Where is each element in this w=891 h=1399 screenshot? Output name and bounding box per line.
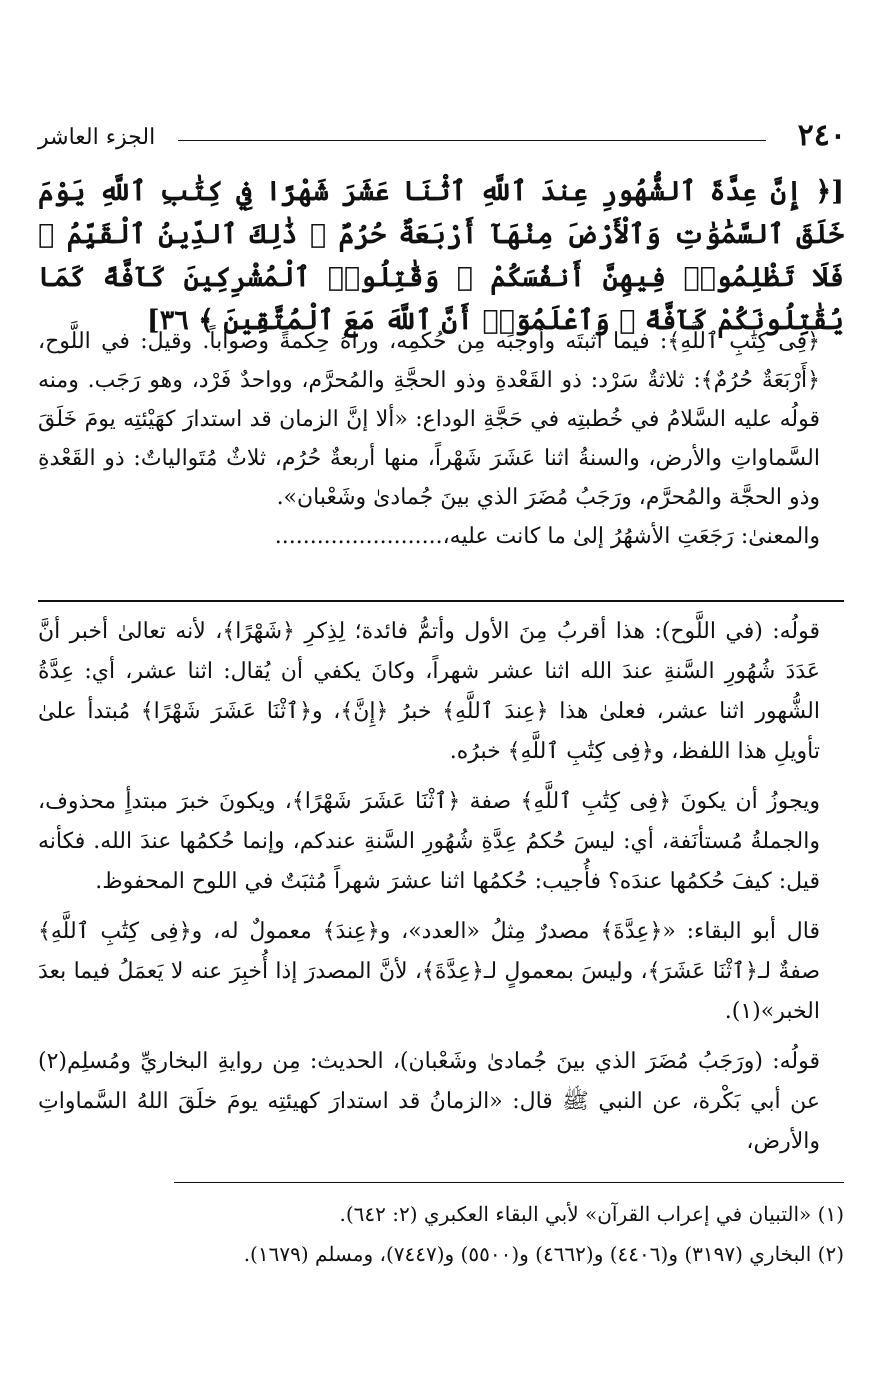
footnote-1: (١) «التبيان في إعراب القرآن» لأبي البقاء العكبري (٢: ٦٤٢).: [339, 1202, 844, 1226]
running-title: الجزء العاشر: [38, 125, 156, 150]
explanation-paragraph-2: ويجوزُ أن يكونَ ﴿فِى كِتَٰبِ ٱللَّهِ﴾ صفة ﴿ٱثْنَا عَشَرَ شَهْرًا﴾، ويكونَ خبرَ مبتدأٍ محذوف، والجملةُ مُستأنَفة، أي: ليسَ حُكمُ عِدَّةِ شُهُورِ السَّنةِ عندكم، وإنما حُكمُها عندَ الله. فكأنه قيل: كيفَ حُكمُها عندَه؟ فأُجيب: حُكمُها اثنا عشرَ شهراً مُثبَتٌ في اللوح المحفوظ.: [38, 789, 820, 894]
quran-verse: [﴿ إِنَّ عِدَّةَ ٱلشُّهُورِ عِندَ ٱللَّهِ ٱثْنَا عَشَرَ شَهْرًا فِي كِتَٰبِ ٱللَّهِ يَوْمَ خَلَقَ ٱلسَّمَٰوَٰتِ وَٱلْأَرْضَ مِنْهَآ أَرْبَعَةٌ حُرُمٌ ۚ ذَٰلِكَ ٱلدِّينُ ٱلْقَيِّمُ ۚ فَلَا تَظْلِمُوا۟ فِيهِنَّ أَنفُسَكُمْ ۚ وَقَٰتِلُوا۟ ٱلْمُشْرِكِينَ كَآفَّةً كَمَا يُقَٰتِلُونَكُمْ كَآفَّةً ۚ وَٱعْلَمُوٓا۟ أَنَّ ٱللَّهَ مَعَ ٱلْمُتَّقِينَ ﴾ ٣٦]: [38, 176, 844, 336]
commentary-paragraph-2: والمعنىٰ: رَجَعَتِ الأشهُرُ إلىٰ ما كانت عليه،........................: [274, 524, 820, 549]
footnotes-section: [38, 1194, 844, 1274]
explanation-paragraph-1: قولُه: (في اللَّوح): هذا أقربُ مِنَ الأول وأتمُّ فائدة؛ لِذِكرِ ﴿شَهْرًا﴾، لأنه تعالىٰ أخبر أنَّ عَدَدَ شُهُورِ السَّنةِ عندَ الله اثنا عشر شهراً، وكانَ يكفي أن يُقال: اثنا عشر، أي: عِدَّةُ الشُّهور اثنا عشر، فعلىٰ هذا ﴿عِندَ ٱللَّهِ﴾ خبرُ ﴿إِنَّ﴾، و﴿ٱثْنَا عَشَرَ شَهْرًا﴾ مُبتدأ علىٰ تأويلِ هذا اللفظ، و﴿فِى كِتَٰبِ ٱللَّهِ﴾ خبرُه.: [38, 619, 820, 764]
header-rule: [178, 140, 766, 141]
section-divider: [38, 600, 844, 602]
commentary-section: [38, 322, 844, 556]
explanation-paragraph-4: قولُه: (ورَجَبُ مُضَرَ الذي بينَ جُمادىٰ وشَعْبان)، الحديث: مِن روايةِ البخاريِّ ومُسلِم(٢) عن أبي بَكْرة، عن النبي ﷺ قال: «الزمانُ قد استدارَ كهيئتِه يومَ خلَقَ اللهُ السَّماواتِ والأرض،: [38, 1049, 820, 1154]
page-number: ٢٤٠: [797, 118, 846, 153]
page-header: [38, 118, 846, 158]
explanation-paragraph-3: قال أبو البقاء: «﴿عِدَّةَ﴾ مصدرٌ مِثلُ «العدد»، و﴿عِندَ﴾ معمولٌ له، و﴿فِى كِتَٰبِ ٱللَّهِ﴾ صفةٌ لـ﴿ٱثْنَا عَشَرَ﴾، وليسَ بمعمولٍ لـ﴿عِدَّةَ﴾، لأنَّ المصدرَ إذا أُخبِرَ عنه لا يَعمَلُ فيما بعدَ الخبر»(١).: [38, 919, 820, 1024]
commentary-paragraph-1: ﴿فِى كِتَٰبِ ٱللَّهِ﴾: فيما أثبتَه وأوجبَه مِن حُكمِه، ورآهُ حِكمةً وصواباً. وقيل: في اللَّوح، ﴿أَرْبَعَةٌ حُرُمٌ﴾: ثلاثةٌ سَرْد: ذو القَعْدةِ وذو الحجَّةِ والمُحرَّم، وواحدٌ فَرْد، وهو رَجَب. ومنه قولُه عليه السَّلامُ في خُطبتِه في حَجَّةِ الوداع: «ألا إنَّ الزمان قد استدارَ كهَيْئتِه يومَ خَلَقَ السَّماواتِ والأرض، والسنةُ اثنا عَشَرَ شَهْراً، منها أربعةٌ حُرُم، ثلاثٌ مُتَوالياتٌ: ذو القَعْدةِ وذو الحجَّة والمُحرَّم، ورَجَبُ مُضَرَ الذي بينَ جُمادىٰ وشَعْبان».: [38, 329, 820, 510]
explanation-section: [38, 612, 844, 1172]
footnote-divider: [174, 1182, 844, 1183]
footnote-2: (٢) البخاري (٣١٩٧) و(٤٤٠٦) و(٤٦٦٢) و(٥٥٠٠) و(٧٤٤٧)، ومسلم (١٦٧٩).: [243, 1242, 844, 1266]
